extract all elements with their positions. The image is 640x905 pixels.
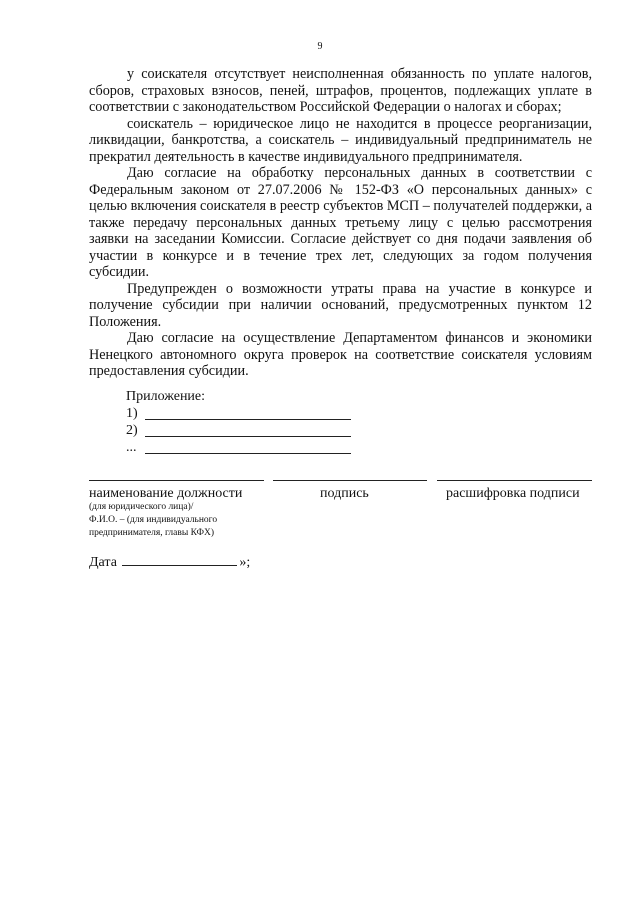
appendix-item-number: 1): [126, 406, 138, 421]
position-blank-line: [89, 480, 264, 481]
appendix-blank-line: [145, 436, 351, 437]
signature-blank-line: [273, 480, 427, 481]
paragraph-warning: Предупрежден о возможности утраты права на участие в конкурсе и получение субсидии при наличии оснований, предусмотренных пунктом 12 Положения.: [89, 280, 592, 330]
position-note: (для юридического лица)/: [89, 502, 194, 512]
page-number: 9: [317, 41, 323, 52]
appendix-blank-line: [145, 453, 351, 454]
position-label: наименование должности: [89, 486, 243, 501]
appendix-item: [126, 422, 366, 439]
appendix-heading: Приложение:: [126, 389, 206, 404]
date-label: Дата: [89, 555, 117, 570]
decoding-blank-line: [437, 480, 592, 481]
paragraph-inspection-consent: Даю согласие на осуществление Департаментом финансов и экономики Ненецкого автономного округа проверок на соответствие соискателя условиям предоставления субсидии.: [89, 330, 592, 379]
appendix-item: [126, 439, 366, 456]
date-row: [89, 554, 250, 571]
signature-label: подпись: [320, 486, 369, 501]
document-body: [89, 66, 592, 380]
position-note: предпринимателя, главы КФХ): [89, 528, 215, 538]
date-blank-line: [122, 554, 237, 566]
position-note: Ф.И.О. – (для индивидуального: [89, 515, 218, 525]
appendix-item-number: 2): [126, 423, 138, 438]
paragraph-tax-obligations: у соискателя отсутствует неисполненная обязанность по уплате налогов, сборов, страховых взносов, пеней, штрафов, процентов, подлежащих уплате в соответствии с законодательством Российской Федерации о налогах и сборах;: [89, 66, 592, 115]
decoding-label: расшифровка подписи: [446, 486, 580, 501]
appendix-section: [126, 388, 366, 456]
appendix-blank-line: [145, 419, 351, 420]
appendix-item: [126, 405, 366, 422]
appendix-item-number: ...: [126, 440, 137, 455]
date-suffix: »;: [239, 555, 251, 570]
paragraph-personal-data-consent: Даю согласие на обработку персональных данных в соответствии с Федеральным законом от 27.07.2006 № 152-ФЗ «О персональных данных» с целью включения соискателя в реестр субъектов МСП – получателей поддержки, а также передачу персональных данных третьему лицу с целью рассмотрения заявки на заседании Комиссии. Согласие действует со дня подачи заявления об участии в конкурсе и в течение трех лет, следующих за годом получения субсидии.: [89, 165, 592, 280]
paragraph-reorganization: соискатель – юридическое лицо не находится в процессе реорганизации, ликвидации, банкротства, а соискатель – индивидуальный предприниматель не прекратил деятельность в качестве индивидуального предпринимателя.: [89, 115, 592, 165]
